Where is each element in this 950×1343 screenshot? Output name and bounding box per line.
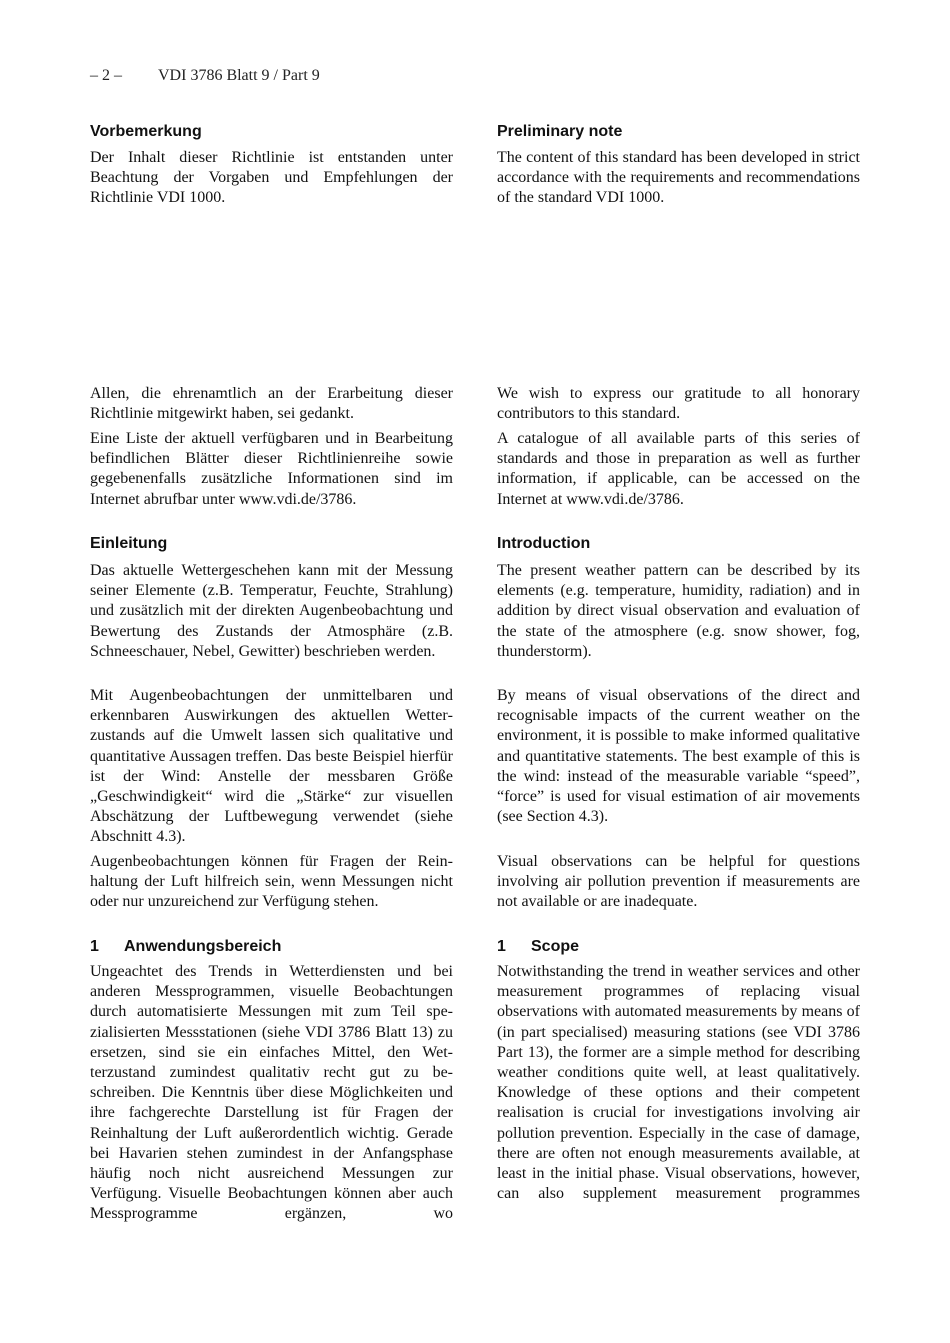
introduction-p2-de: Mit Augenbeobachtungen der unmittelbaren und erkennbaren Auswirkungen des aktuellen Wetterzustands auf die Umwelt lassen sich qualitative und quantitative Aussagen treffen. Das beste Beispiel hierfür ist der Wind: Anstelle der messbaren Größe „Geschwindigkeit“ wird die „Stärke“ zur visuellen Abschätzung der Luftbewegung verwendet (siehe Abschnitt 4.3).: [90, 687, 453, 846]
scope-title-de: Anwendungsbereich: [124, 938, 282, 955]
preliminary-heading-de: Vorbemerkung: [90, 123, 202, 140]
introduction-heading-en: Introduction: [497, 535, 591, 552]
catalogue-text-en: A catalogue of all available parts of this series of standards and those in preparation as well as further information, if applicable, can be accessed on the Internet at www.vdi.de/3786.: [497, 430, 860, 508]
catalogue-text-de: Eine Liste der aktuell verfügbaren und in Bearbeitung befindlichen Blätter dieser Richtlinienreihe sowie gegebenenfalls zusätzliche Informationen sind im Internet abrufbar unter www.vdi.de/3786.: [90, 430, 453, 508]
scope-title-en: Scope: [531, 938, 580, 955]
document-id: VDI 3786 Blatt 9 / Part 9: [158, 67, 320, 84]
page-header: [90, 67, 320, 85]
scope-text-de: Ungeachtet des Trends in Wetterdiensten und bei anderen Messprogrammen, visuelle Beobachtungen durch automatisierte Messungen mit zum Teil spezialisierten Messstationen (siehe VDI 3786 Blatt 13) zu ersetzen, sind sie ein einfaches Mittel, den Wetterzustand zumindest qualitativ recht gut zu beschreiben. Die Kenntnis über diese Möglichkeiten und ihre fachgerechte Darstellung ist für Fragen der Reinhaltung der Luft außerordentlich wichtig. Gerade bei Havarien stehen zumindest in der Anfangsphase häufig noch nicht ausreichend Messungen zur Verfügung. Visuelle Beobachtungen können aber auch Messprogramme ergänzen, wo: [90, 963, 453, 1223]
introduction-heading-de: Einleitung: [90, 535, 168, 552]
preliminary-heading-en: Preliminary note: [497, 123, 623, 140]
preliminary-text-de: Der Inhalt dieser Richtlinie ist entstanden unter Beachtung der Vorgaben und Empfehlungen der Richtlinie VDI 1000.: [90, 149, 453, 207]
scope-heading-en: [497, 937, 860, 957]
introduction-p1-de: Das aktuelle Wettergeschehen kann mit der Messung seiner Elemente (z.B. Temperatur, Feuchte, Strahlung) und zusätzlich mit der direkten Augenbeobachtung und Bewertung des Zustands der Atmosphäre (z.B. Schneeschauer, Nebel, Gewitter) beschrieben werden.: [90, 562, 453, 660]
thanks-text-en: We wish to express our gratitude to all honorary contributors to this standard.: [497, 385, 860, 423]
introduction-p2-en: By means of visual observations of the direct and recognisable impacts of the current weather on the environment, it is possible to make informed qualitative and quantitative statements. The best example of this is the wind: instead of the measurable variable “speed”, “force” is used for visual estimation of air movements (see Section 4.3).: [497, 687, 860, 826]
introduction-p3-en: Visual observations can be helpful for questions involving air pollution prevention if measurements are not available or are inadequate.: [497, 853, 860, 911]
page-number: – 2 –: [90, 67, 122, 84]
preliminary-text-en: The content of this standard has been developed in strict accordance with the requirements and recommendations of the standard VDI 1000.: [497, 149, 860, 207]
introduction-p1-en: The present weather pattern can be described by its elements (e.g. temperature, humidity, radiation) and in addition by direct visual observation and evaluation of the state of the atmosphere (e.g. snow shower, fog, thunderstorm).: [497, 562, 860, 660]
introduction-p3-de: Augenbeobachtungen können für Fragen der Reinhaltung der Luft hilfreich sein, wenn Messungen nicht oder nur unzureichend zur Verfügung stehen.: [90, 853, 453, 911]
scope-number-en: 1: [497, 938, 506, 955]
scope-number-de: 1: [90, 938, 99, 955]
scope-heading-de: [90, 937, 453, 957]
scope-text-en: Notwithstanding the trend in weather services and other measurement programmes of replacing visual observations with automated measurements by means of (in part specialised) measuring stations (see VDI 3786 Part 13), the former are a simple method for describing weather conditions quite well, at least qualitatively. Knowledge of these options and their competent realisation is crucial for investigations involving air pollution prevention. Especially in the case of damage, there are often not enough measurements available, at least in the initial phase. Visual observations, however, can also supplement measurement programmes: [497, 963, 860, 1203]
thanks-text-de: Allen, die ehrenamtlich an der Erarbeitung dieser Richtlinie mitgewirkt haben, sei gedankt.: [90, 385, 453, 423]
